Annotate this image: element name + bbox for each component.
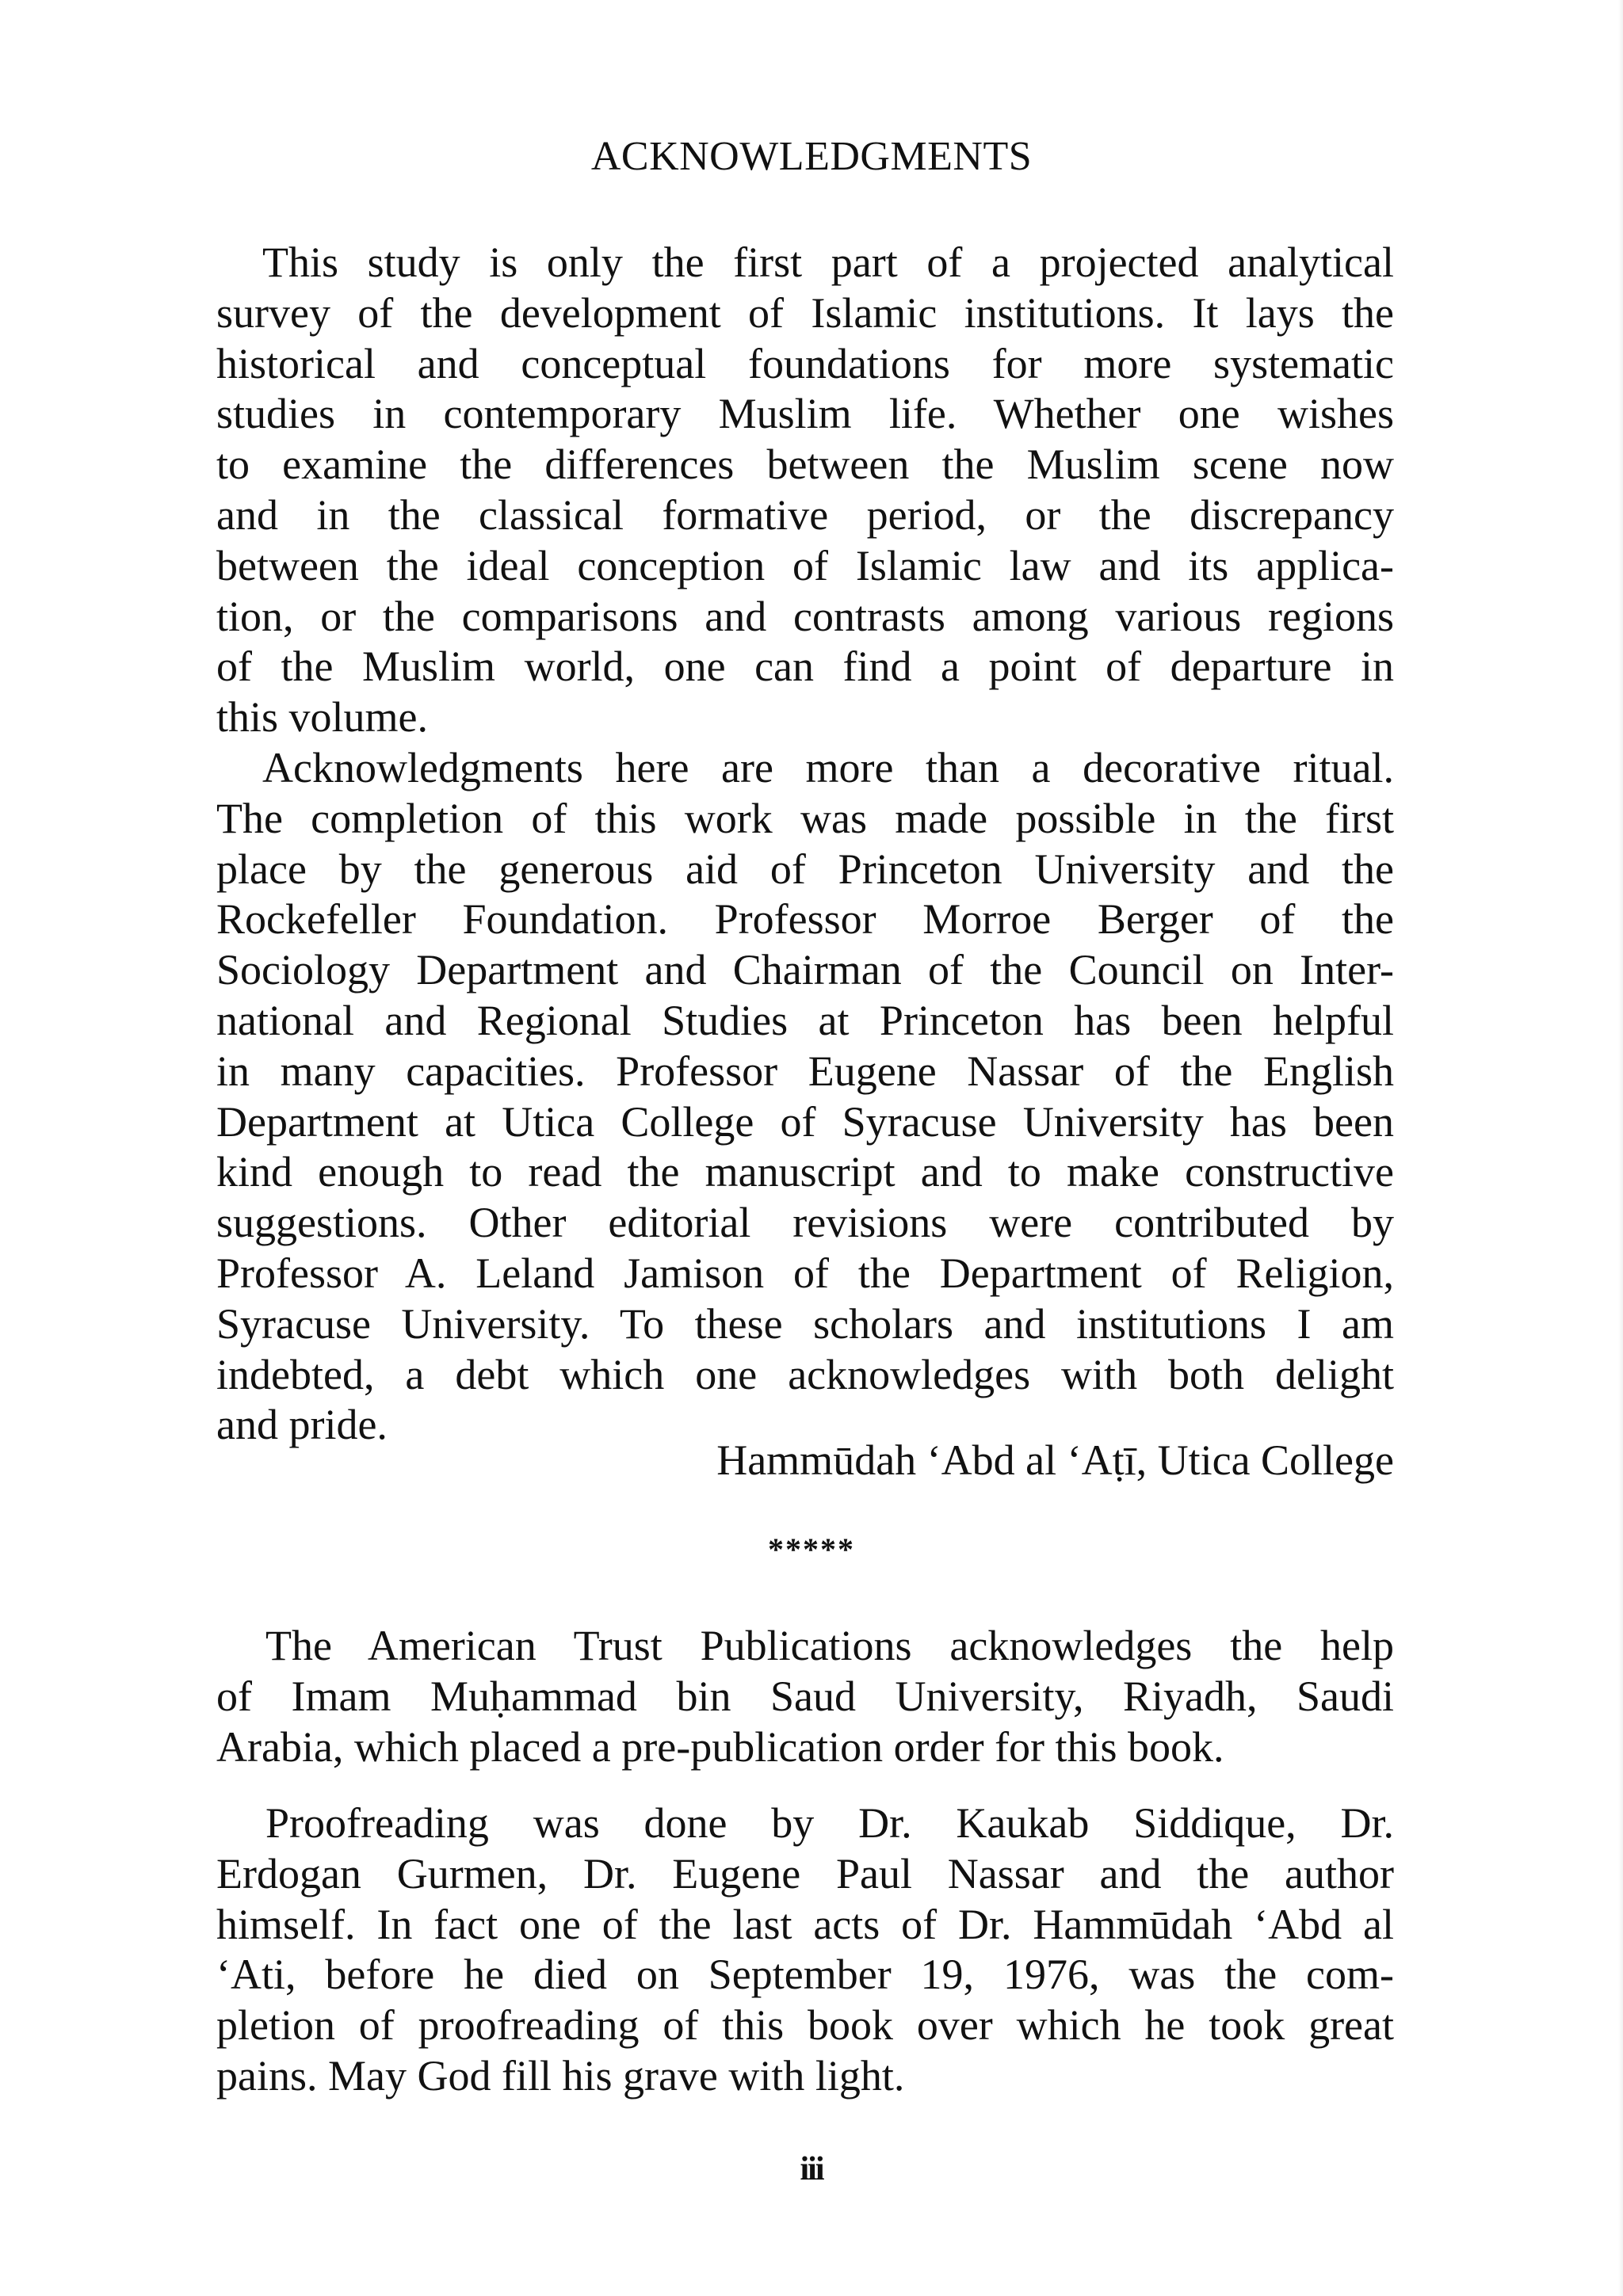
text-line: This study is only the first part of a projected analytical: [262, 238, 1394, 286]
paragraph-publisher-note: [216, 1621, 1394, 1772]
text-line: this volume.: [216, 693, 428, 742]
text-line: and pride.: [216, 1401, 388, 1449]
paragraph-acknowledgments: [216, 743, 1394, 1451]
text-line: Sociology Department and Chairman of the Council on Inter-: [216, 946, 1394, 994]
text-line: Department at Utica College of Syracuse University has been: [216, 1097, 1394, 1146]
text-line: pletion of proofreading of this book over which he took great: [216, 2001, 1394, 2050]
section-separator: *****: [768, 1531, 855, 1567]
text-line: and in the classical formative period, or the discrepancy: [216, 490, 1394, 539]
paragraph-proofreading: [216, 1798, 1394, 2102]
text-line: place by the generous aid of Princeton University and the: [216, 845, 1394, 893]
text-line: indebted, a debt which one acknowledges with both delight: [216, 1350, 1394, 1398]
text-line: Syracuse University. To these scholars and institutions I am: [216, 1299, 1394, 1348]
text-line: Arabia, which placed a pre-publication order for this book.: [216, 1722, 1224, 1771]
text-line: Erdogan Gurmen, Dr. Eugene Paul Nassar and the author: [216, 1849, 1394, 1897]
paragraph-study-scope: [216, 238, 1394, 743]
text-line: survey of the development of Islamic institutions. It lays the: [216, 288, 1394, 337]
scan-edge-shadow: [1618, 0, 1623, 2296]
author-signature: Hammūdah ‘Abd al ‘Aṭī, Utica College: [716, 1436, 1394, 1484]
text-line: between the ideal conception of Islamic law and its applica-: [216, 541, 1394, 589]
text-line: Professor A. Leland Jamison of the Department of Religion,: [216, 1249, 1394, 1297]
text-line: kind enough to read the manuscript and to make constructive: [216, 1148, 1394, 1196]
text-line: Proofreading was done by Dr. Kaukab Siddique, Dr.: [265, 1799, 1394, 1847]
text-line: ‘Ati, before he died on September 19, 1976, was the com-: [216, 1951, 1394, 1999]
text-line: Rockefeller Foundation. Professor Morroe Berger of the: [216, 895, 1394, 944]
text-line: of the Muslim world, one can find a point of departure in: [216, 643, 1394, 691]
text-line: historical and conceptual foundations for more systematic: [216, 339, 1394, 387]
page-number: iii: [800, 2151, 823, 2187]
text-line: tion, or the comparisons and contrasts among various regions: [216, 592, 1394, 640]
text-line: national and Regional Studies at Princeton has been helpful: [216, 996, 1394, 1044]
text-line: The completion of this work was made possible in the first: [216, 794, 1394, 842]
text-line: to examine the differences between the Muslim scene now: [216, 441, 1394, 489]
text-line: of Imam Muḥammad bin Saud University, Riyadh, Saudi: [216, 1672, 1394, 1720]
text-line: studies in contemporary Muslim life. Whether one wishes: [216, 390, 1394, 438]
text-line: himself. In fact one of the last acts of Dr. Hammūdah ‘Abd al: [216, 1900, 1394, 1948]
text-line: pains. May God fill his grave with light.: [216, 2051, 905, 2100]
text-line: The American Trust Publications acknowledges the help: [265, 1622, 1394, 1669]
text-line: suggestions. Other editorial revisions were contributed by: [216, 1199, 1394, 1247]
text-line: Acknowledgments here are more than a decorative ritual.: [262, 744, 1394, 791]
page-title: ACKNOWLEDGMENTS: [590, 134, 1033, 179]
text-line: in many capacities. Professor Eugene Nassar of the English: [216, 1047, 1394, 1095]
